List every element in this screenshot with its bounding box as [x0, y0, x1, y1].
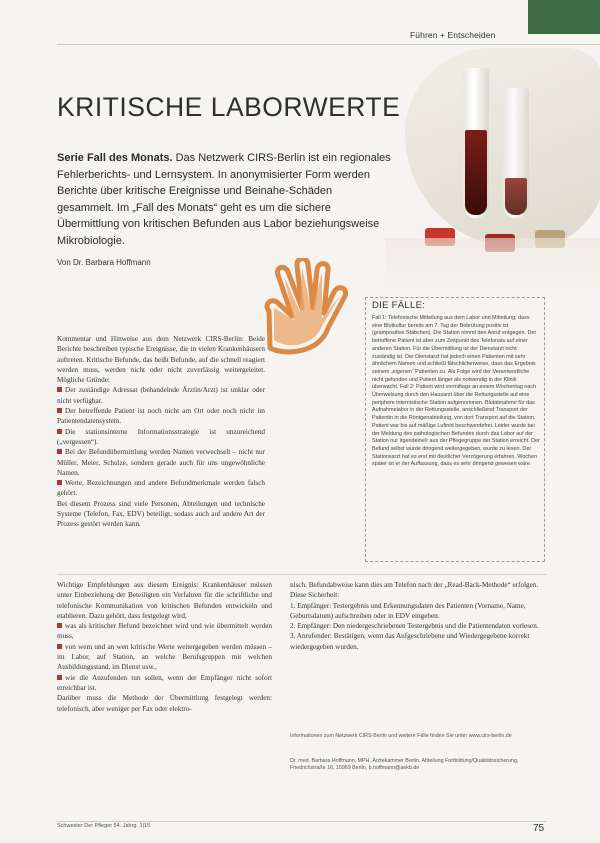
article-lead: [57, 150, 392, 250]
bullet-icon: [57, 387, 62, 392]
section-label: Führen + Entscheiden: [410, 30, 496, 40]
test-tube: [503, 88, 529, 218]
bullet-icon: [57, 429, 62, 434]
list-item: wie die Anzufenden tun sollen, wenn der Empfänger nicht sofort erreichbar ist.: [57, 673, 272, 692]
list-item: 3. Anrufender: Bestätigen, wenn das Aufgeschriebene und Wiedergegebene korrekt wiedergegeben wurden.: [290, 632, 530, 651]
bullet-icon: [57, 675, 62, 680]
list-item: Werte, Bezeichnungen und andere Befundmerkmale werden falsch gehört.: [57, 479, 265, 498]
paragraph: Wichtige Empfehlungen aus diesem Ereignis: Krankenhäuser müssen unter Einbeziehung der Beteiligten ein Verfahren für die schriftliche und telefonische Kommunikation von kritischen Befunden entwickeln und etablieren. Dazu gehört, dass festgelegt wird,: [57, 581, 272, 620]
list-item: Die stationsinterne Informationsstrategie ist unzureichend („vergessen“).: [57, 427, 265, 446]
test-tube: [463, 68, 489, 218]
info-note: Informationen zum Netzwerk CIRS-Berlin und weitere Fälle finden Sie unter www.cirs-berlin.de: [290, 733, 512, 739]
contact-note: Dr. med. Barbara Hoffmann, MPH, Ärztekammer Berlin, Abteilung Fortbildung/Qualitätssicherung, Friedrichstraße 16, 10969 Berlin, b.hoffmann@aekb.de: [290, 758, 519, 772]
cases-box-title: DIE FÄLLE:: [372, 300, 426, 311]
bullet-icon: [57, 408, 62, 413]
lead-text: Das Netzwerk CIRS-Berlin ist ein regionales Fehlerberichts- und Lernsystem. In anonymisierter Form werden Berichte über kritische Ereignisse und Beinahe-Schäden gesammelt. Im „Fall des Monats“ geht es um die sichere Übermittlung von kritischen Befunden aus Labor beziehungsweise Mikrobiologie.: [57, 152, 391, 247]
paragraph: Kommentar und Hinweise aus dem Netzwerk CIRS-Berlin: Beide Berichte beschreiben typische Ereignisse, die in vielen Krankenhäusern auftreten. Kritische Befunde, das heißt Befunde, auf die schnell reagiert werden muss, werden nicht oder nicht zuverlässig weitergeleitet. Mögliche Gründe:: [57, 335, 265, 385]
bullet-icon: [57, 480, 62, 485]
bottom-divider: [57, 821, 547, 822]
mid-divider: [57, 574, 547, 575]
list-item: Der betreffende Patient ist noch nicht am Ort oder noch nicht im Patientendatensystem.: [57, 407, 265, 426]
list-item: 1. Empfänger: Testergebnis und Erkennungsdaten des Patienten (Vorname, Name, Geburtsdatum) aufschreiben oder in EDV eingeben.: [290, 601, 526, 620]
list-item: von wem und an wen kritische Werte weitergegeben werden müssen – im Labor, auf Station, an welche Berufsgruppen mit welchen Ausbildungsstand, im Dienst usw.,: [57, 642, 272, 672]
bullet-icon: [57, 623, 62, 628]
lead-series: Serie Fall des Monats.: [57, 152, 173, 164]
page-number: 75: [533, 823, 545, 834]
paragraph: Darüber muss die Methode der Übermittlung festgelegt werden: telefonisch, aber weniger per Fax oder elektro-: [57, 694, 272, 713]
paragraph: Bei diesem Prozess sind viele Personen, Abteilungen und technische Systeme (Telefon, Fax, EDV) beteiligt, sodass auch auf andere Art der Prozess gestört werden kann.: [57, 499, 265, 529]
column-bottom-left: [57, 580, 272, 714]
journal-footer: Schwester Der Pfleger 54. Jahrg. 1|15: [57, 823, 151, 829]
hand-icon: [250, 258, 355, 358]
column-left: [57, 334, 265, 530]
section-color-bar: [528, 0, 600, 34]
cases-box-text: Fall 1: Telefonische Mitteilung aus dem Labor und Mitteilung, dass eine Blutkultur bereits am 7. Tag der Bebrütung positiv ist (grampositive Stäbchen). Die Station nimmt den Anruf entgegen. Der betroffene Patient ist aber zum Zeitpunkt des Telefonats auf einer anderen Station. Für die Übermittlung ist der Dienstarzt nicht zuständig ist. Der Dienstarzt hat jedoch einen Patienten mit sehr ähnlichem Namen und schließt fälschlicherweise, dass das Ergebnis seinem „eigenen“ Patienten zu. Als Folge wird der Verantwortliche nicht gefunden und Patient länger als notwendig in der Klinik überwacht. Fall 2: Patient wird vormittags an einem Wochentag nach Überweisung durch den Hausarzt über die Rettungsstelle auf eine periphere internistische Station aufgenommen. Blutabnahme für das Aufnahmelabor in der Rettungsstelle, anschließend Transport der Patientin in die Röntgenabteilung, von dort Transport auf die Station. Patient war bis auf mäßige Luftnot beschwerdefrei. Leider wurde bei der Meldung des pathologischen Befundes durch das Labor auf der Station nur irgendeine/r aus der Pflegegruppe der Station erreicht. Der Befund selbst wurde dringend weitergegeben, wurde zu lesen. Der Stationsarzt hat es erst mit deutlicher Verzögerung erfahren, Wochen später ist er der Auffassung, dass es sehr dringend gewesen wäre.: [372, 315, 540, 468]
author-line: Von Dr. Barbara Hoffmann: [57, 258, 151, 267]
list-item: Bei der Befundübermittlung werden Namen verwechselt – nicht nur Müller, Meier, Schulze, sondern gerade auch für uns ungewöhnliche Namen.: [57, 448, 265, 477]
list-item: Der zuständige Adressat (behandelnde Ärztin/Arzt) ist unklar oder nicht verfügbar.: [57, 386, 265, 405]
article-title: KRITISCHE LABORWERTE: [57, 92, 401, 122]
list-item: 2. Empfänger: Den niedergeschriebenen Testergebnis und die Patientendaten vorlesen.: [290, 622, 539, 631]
column-bottom-right: [290, 580, 545, 652]
list-item: was als kritischer Befund bezeichnet wird und wie übermittelt werden muss,: [57, 622, 272, 641]
bullet-icon: [57, 449, 62, 454]
paragraph: nisch. Befundabweise kann dies am Telefon nach der „Read-Back-Methode“ erfolgen. Diese Sicherheit:: [290, 581, 539, 600]
bullet-icon: [57, 644, 62, 649]
top-divider: [57, 44, 600, 45]
